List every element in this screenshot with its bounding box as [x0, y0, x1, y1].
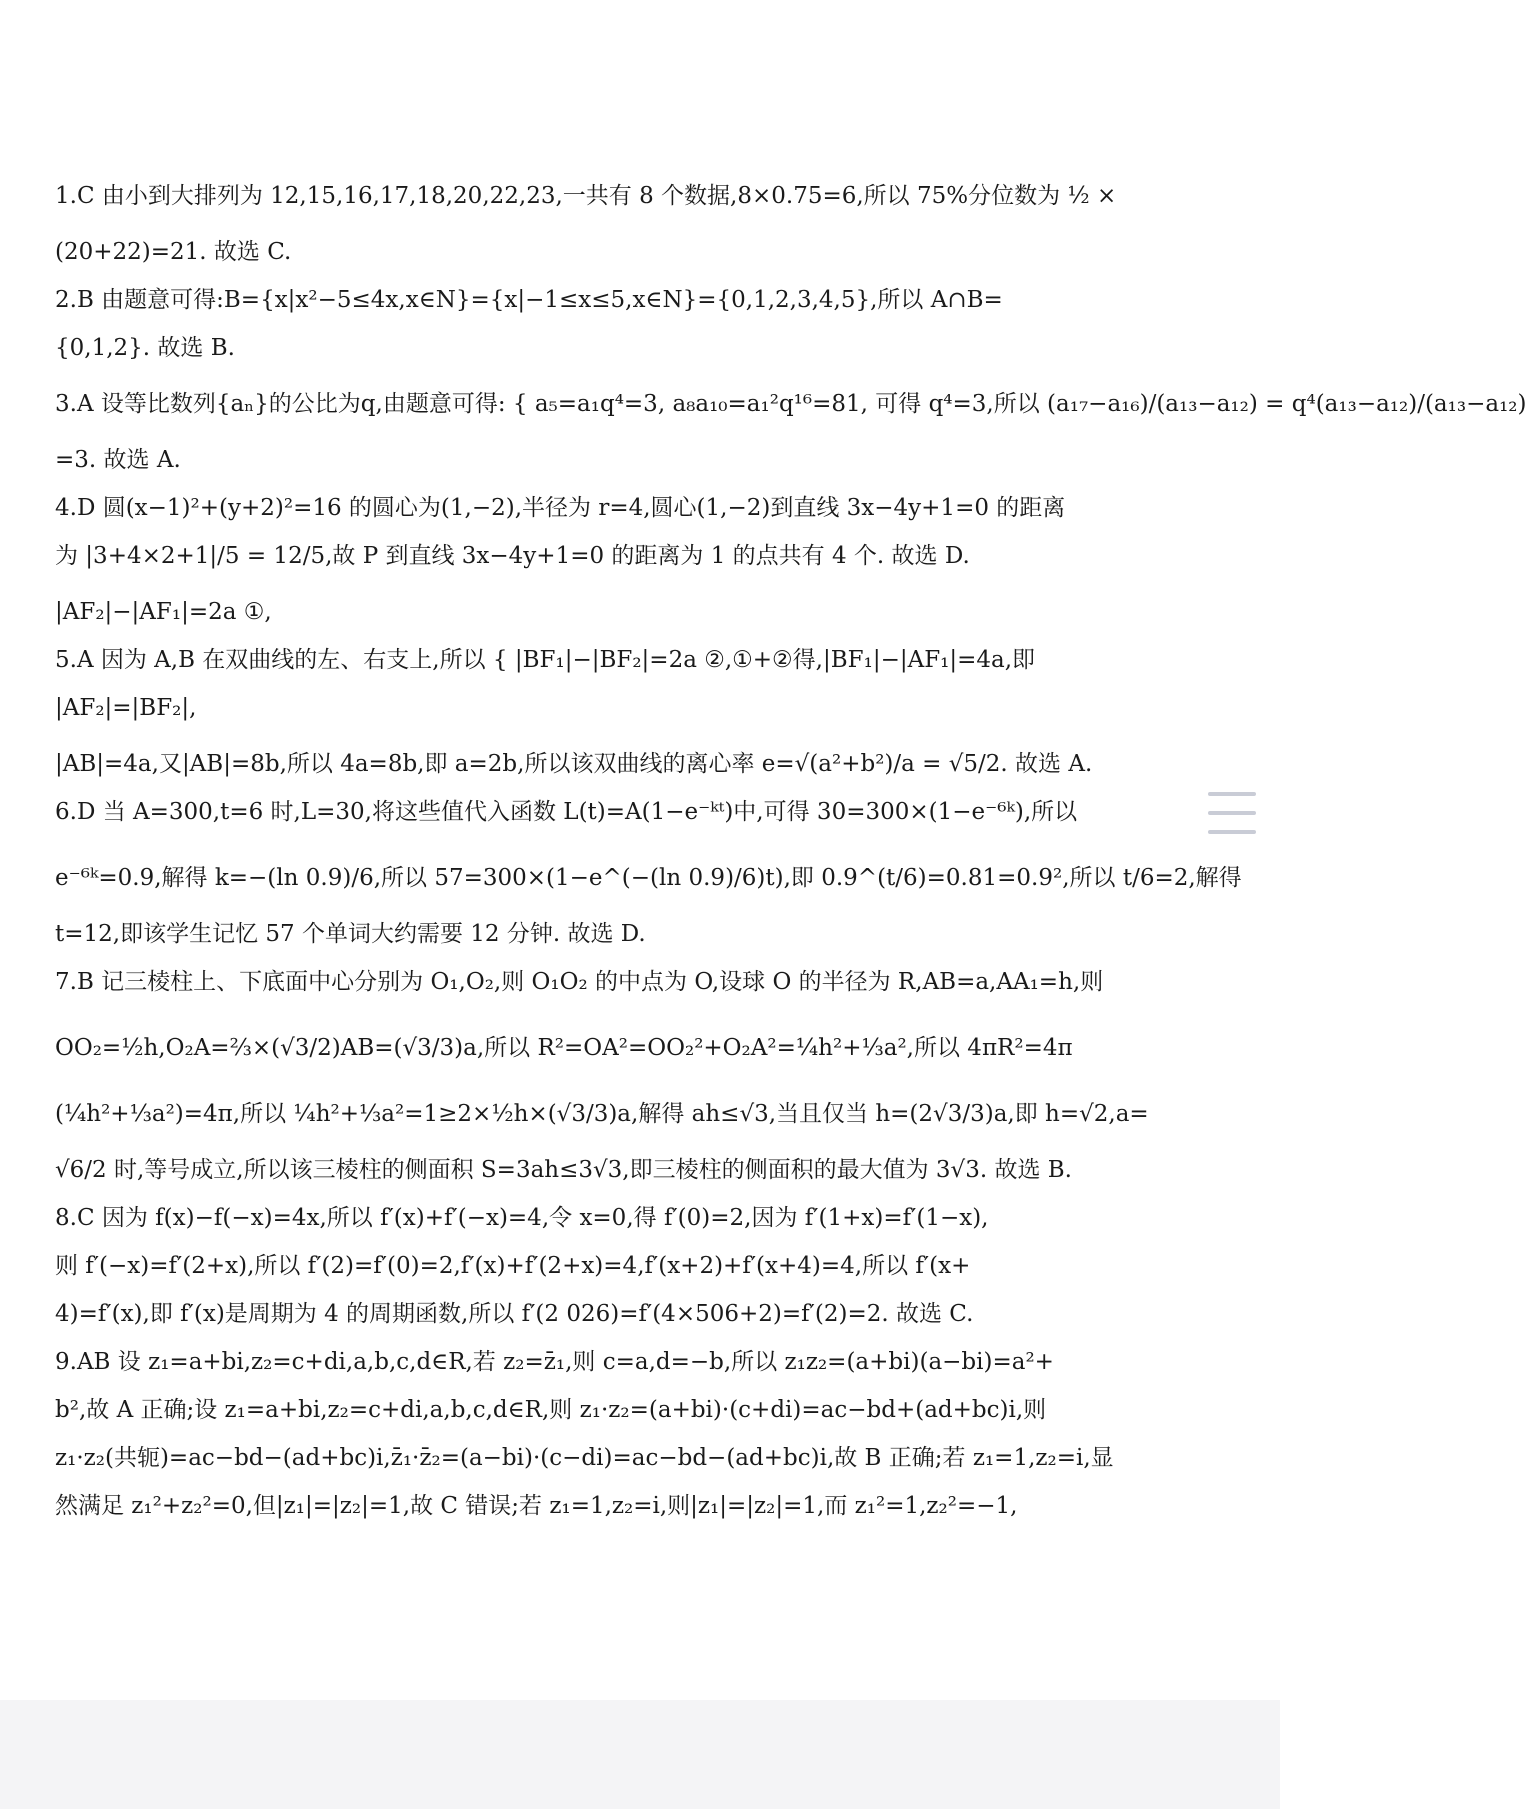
answer-line: (20+22)=21. 故选 C. — [55, 239, 292, 265]
answer-list — [55, 178, 1526, 1524]
answer-line: (¼h²+⅓a²)=4π,所以 ¼h²+⅓a²=1≥2×½h×(√3/3)a,解得 ah≤√3,当且仅当 h=(2√3/3)a,即 h=√2,a= — [55, 1101, 1149, 1127]
answer-line: |AF₂|−|AF₁|=2a ①, — [55, 599, 272, 625]
answer-8 — [55, 1200, 1227, 1332]
answer-line: 4.D 圆(x−1)²+(y+2)²=16 的圆心为(1,−2),半径为 r=4,圆心(1,−2)到直线 3x−4y+1=0 的距离 — [55, 495, 1066, 521]
answer-line: OO₂=½h,O₂A=⅔×(√3/2)AB=(√3/3)a,所以 R²=OA²=OO₂²+O₂A²=¼h²+⅓a²,所以 4πR²=4π — [55, 1035, 1073, 1061]
answer-line: 9.AB 设 z₁=a+bi,z₂=c+di,a,b,c,d∈R,若 z₂=z̄₁,则 c=a,d=−b,所以 z₁z₂=(a+bi)(a−bi)=a²+ — [55, 1349, 1054, 1375]
answer-line: 为 |3+4×2+1|/5 = 12/5,故 P 到直线 3x−4y+1=0 的距离为 1 的点共有 4 个. 故选 D. — [55, 543, 970, 569]
answer-line: 1.C 由小到大排列为 12,15,16,17,18,20,22,23,一共有 8 个数据,8×0.75=6,所以 75%分位数为 ½ × — [55, 183, 1117, 209]
answer-line: b²,故 A 正确;设 z₁=a+bi,z₂=c+di,a,b,c,d∈R,则 z₁·z₂=(a+bi)·(c+di)=ac−bd+(ad+bc)i,则 — [55, 1397, 1047, 1423]
answer-2 — [55, 282, 1227, 366]
answer-line: t=12,即该学生记忆 57 个单词大约需要 12 分钟. 故选 D. — [55, 921, 646, 947]
answer-line: z₁·z₂(共轭)=ac−bd−(ad+bc)i,z̄₁·z̄₂=(a−bi)·(c−di)=ac−bd−(ad+bc)i,故 B 正确;若 z₁=1,z₂=i,显 — [55, 1445, 1114, 1471]
answer-line: =3. 故选 A. — [55, 447, 181, 473]
answer-line: 2.B 由题意可得:B={x|x²−5≤4x,x∈N}={x|−1≤x≤5,x∈N}={0,1,2,3,4,5},所以 A∩B= — [55, 287, 1003, 313]
answer-line: 3.A 设等比数列{aₙ}的公比为q,由题意可得: { a₅=a₁q⁴=3, a₈a₁₀=a₁²q¹⁶=81, 可得 q⁴=3,所以 (a₁₇−a₁₆)/(a₁₃−a₁₂) = q⁴(a₁₃−a₁₂)/(a₁₃−a₁₂) — [55, 391, 1526, 417]
answer-line: 8.C 因为 f(x)−f(−x)=4x,所以 f′(x)+f′(−x)=4,令 x=0,得 f′(0)=2,因为 f′(1+x)=f′(1−x), — [55, 1205, 989, 1231]
answer-line: 4)=f′(x),即 f′(x)是周期为 4 的周期函数,所以 f′(2 026)=f′(4×506+2)=f′(2)=2. 故选 C. — [55, 1301, 974, 1327]
answer-line: |AF₂|=|BF₂|, — [55, 695, 197, 721]
answer-7 — [55, 964, 1227, 1188]
answer-4 — [55, 490, 1227, 574]
viewer-footer — [0, 1700, 1280, 1809]
answer-line: 6.D 当 A=300,t=6 时,L=30,将这些值代入函数 L(t)=A(1−e⁻ᵏᵗ)中,可得 30=300×(1−e⁻⁶ᵏ),所以 — [55, 799, 1078, 825]
answer-5 — [55, 594, 1227, 782]
answer-line: 5.A 因为 A,B 在双曲线的左、右支上,所以 { |BF₁|−|BF₂|=2a ②,①+②得,|BF₁|−|AF₁|=4a,即 — [55, 647, 1036, 673]
answer-9 — [55, 1344, 1227, 1524]
answer-line: 7.B 记三棱柱上、下底面中心分别为 O₁,O₂,则 O₁O₂ 的中点为 O,设球 O 的半径为 R,AB=a,AA₁=h,则 — [55, 969, 1104, 995]
menu-bar — [1208, 792, 1256, 796]
menu-bar — [1208, 830, 1256, 834]
answer-line: e⁻⁶ᵏ=0.9,解得 k=−(ln 0.9)/6,所以 57=300×(1−e^(−(ln 0.9)/6)t),即 0.9^(t/6)=0.81=0.9²,所以 t/6=2,解得 — [55, 865, 1242, 891]
answer-1 — [55, 178, 1227, 270]
menu-bar — [1208, 811, 1256, 815]
hamburger-menu-icon[interactable] — [1208, 792, 1256, 834]
answer-line: 则 f′(−x)=f′(2+x),所以 f′(2)=f′(0)=2,f′(x)+f′(2+x)=4,f′(x+2)+f′(x+4)=4,所以 f′(x+ — [55, 1253, 971, 1279]
answer-6 — [55, 794, 1242, 952]
answer-line: |AB|=4a,又|AB|=8b,所以 4a=8b,即 a=2b,所以该双曲线的离心率 e=√(a²+b²)/a = √5/2. 故选 A. — [55, 751, 1093, 777]
answer-line: 然满足 z₁²+z₂²=0,但|z₁|=|z₂|=1,故 C 错误;若 z₁=1,z₂=i,则|z₁|=|z₂|=1,而 z₁²=1,z₂²=−1, — [55, 1493, 1018, 1519]
answer-3 — [55, 386, 1526, 478]
answer-line: √6/2 时,等号成立,所以该三棱柱的侧面积 S=3ah≤3√3,即三棱柱的侧面积的最大值为 3√3. 故选 B. — [55, 1157, 1072, 1183]
answer-line: {0,1,2}. 故选 B. — [55, 335, 235, 361]
